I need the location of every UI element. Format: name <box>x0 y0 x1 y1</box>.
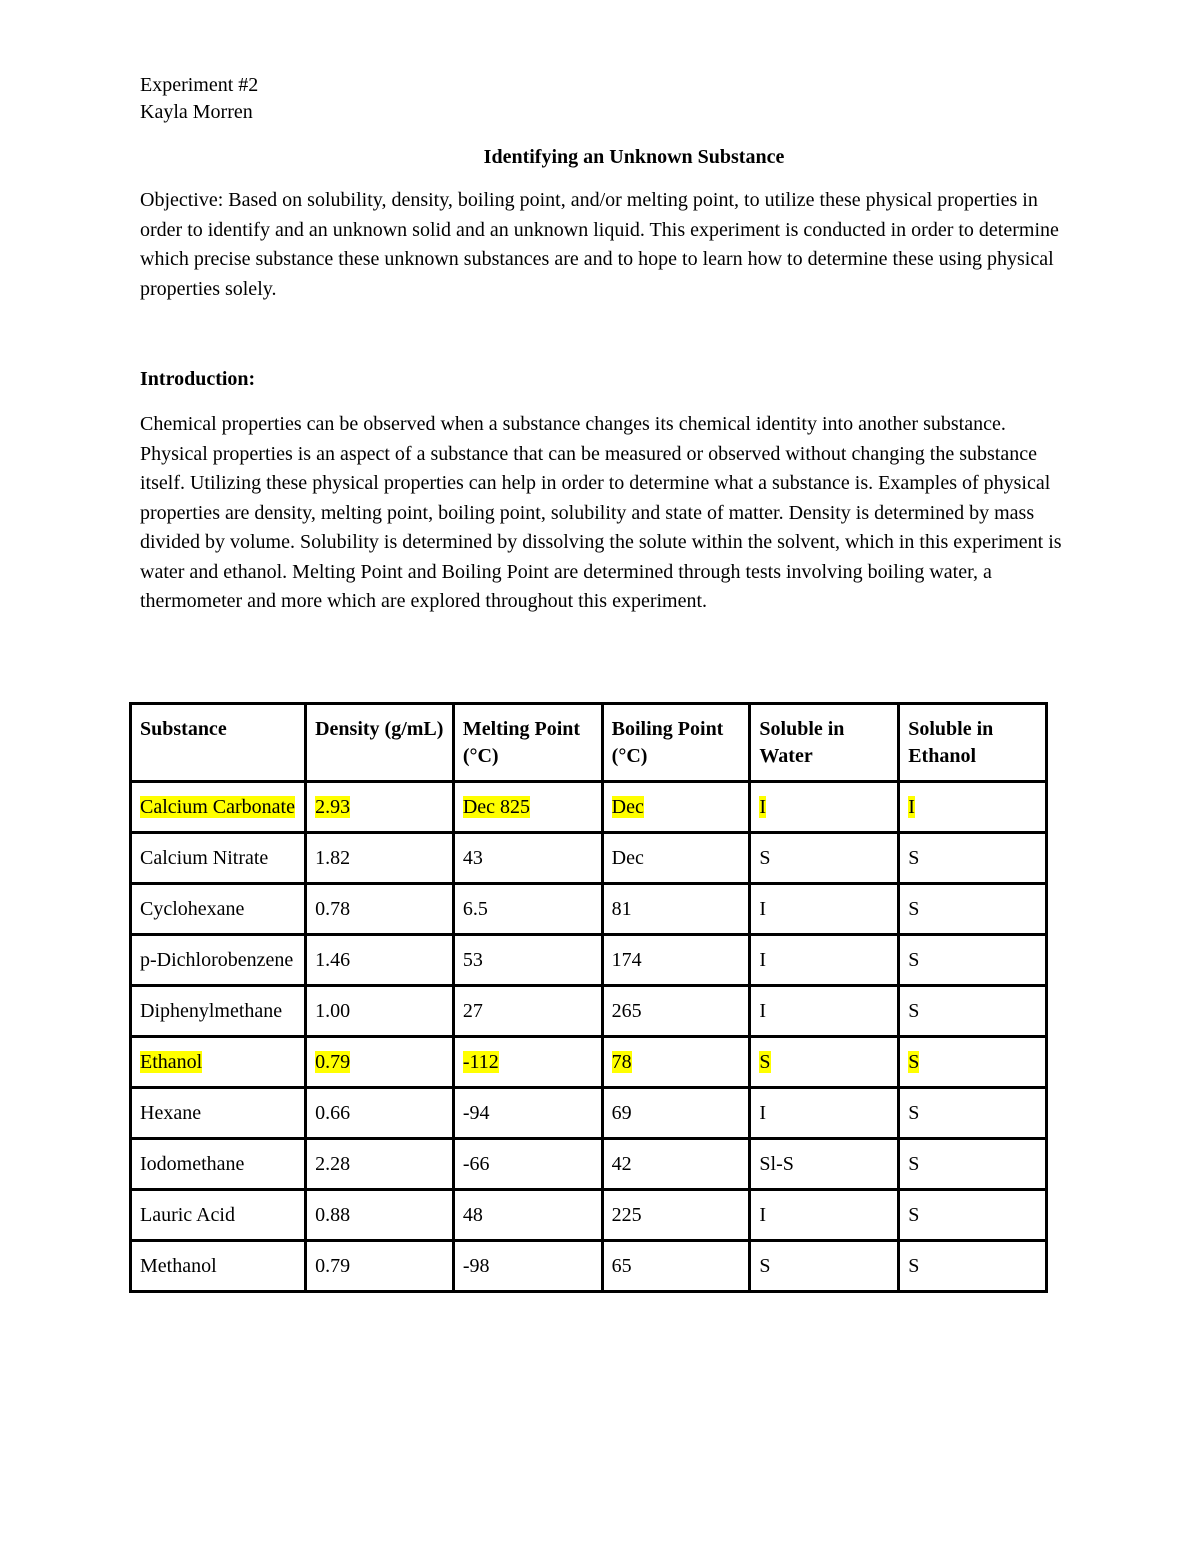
cell-density <box>306 884 454 935</box>
cell-text: Hexane <box>140 1102 202 1124</box>
cell-melting-point <box>453 1088 602 1139</box>
cell-text: 65 <box>611 1255 632 1277</box>
cell-text: I <box>759 1000 767 1022</box>
cell-substance <box>131 884 306 935</box>
cell-substance <box>131 1190 306 1241</box>
cell-boiling-point <box>602 1241 750 1292</box>
cell-melting-point <box>453 1139 602 1190</box>
cell-text: 0.66 <box>315 1102 351 1124</box>
cell-text: I <box>759 1102 767 1124</box>
substance-properties-table <box>129 702 1048 1293</box>
cell-melting-point <box>453 833 602 884</box>
cell-density <box>306 1190 454 1241</box>
header-boiling-point: Boiling Point (°C) <box>602 704 750 782</box>
cell-text: 1.00 <box>315 1000 351 1022</box>
cell-boiling-point <box>602 986 750 1037</box>
cell-soluble-ethanol <box>899 986 1047 1037</box>
cell-substance <box>131 935 306 986</box>
cell-text: -94 <box>462 1102 490 1124</box>
objective-paragraph: Objective: Based on solubility, density, boiling point, and/or melting point, to utilize these physical properties in order to identify and an unknown solid and an unknown liquid. This experiment is conducted in order to determine which precise substance these unknown substances are and to hope to learn how to determine these using physical properties solely. <box>140 189 1059 300</box>
cell-text: 0.88 <box>315 1204 351 1226</box>
table-row <box>131 1139 1047 1190</box>
table-row <box>131 1037 1047 1088</box>
cell-boiling-point <box>602 1088 750 1139</box>
cell-text: Iodomethane <box>140 1153 245 1175</box>
cell-soluble-ethanol <box>899 833 1047 884</box>
cell-text: S <box>908 847 920 869</box>
author-name: Kayla Morren <box>140 101 253 123</box>
cell-soluble-ethanol <box>899 935 1047 986</box>
cell-soluble-water <box>750 1037 899 1088</box>
cell-melting-point <box>453 1037 602 1088</box>
cell-boiling-point <box>602 1190 750 1241</box>
cell-text: S <box>759 847 771 869</box>
cell-boiling-point <box>602 884 750 935</box>
cell-soluble-ethanol <box>899 782 1047 833</box>
header-density: Density (g/mL) <box>306 704 454 782</box>
cell-boiling-point <box>602 782 750 833</box>
table-row <box>131 935 1047 986</box>
cell-text: 78 <box>611 1051 632 1073</box>
cell-text: S <box>908 1153 920 1175</box>
cell-text: 225 <box>611 1204 642 1226</box>
cell-soluble-ethanol <box>899 1037 1047 1088</box>
cell-text: 48 <box>462 1204 483 1226</box>
cell-text: S <box>908 1204 920 1226</box>
cell-substance <box>131 782 306 833</box>
cell-boiling-point <box>602 935 750 986</box>
cell-density <box>306 1139 454 1190</box>
cell-text: 27 <box>462 1000 483 1022</box>
cell-soluble-water <box>750 1139 899 1190</box>
cell-substance <box>131 1241 306 1292</box>
cell-text: 43 <box>462 847 483 869</box>
cell-melting-point <box>453 986 602 1037</box>
table-header-row <box>131 704 1047 782</box>
cell-text: Calcium Carbonate <box>140 796 295 818</box>
cell-melting-point <box>453 1241 602 1292</box>
cell-text: 0.79 <box>315 1255 351 1277</box>
cell-melting-point <box>453 1190 602 1241</box>
cell-text: 0.78 <box>315 898 351 920</box>
table-row <box>131 782 1047 833</box>
cell-text: I <box>759 796 767 818</box>
cell-text: 174 <box>611 949 642 971</box>
cell-text: 2.93 <box>315 796 351 818</box>
cell-text: S <box>908 949 920 971</box>
cell-melting-point <box>453 782 602 833</box>
cell-substance <box>131 833 306 884</box>
table-row <box>131 1088 1047 1139</box>
cell-text: Dec <box>611 796 644 818</box>
cell-text: Dec <box>611 847 644 869</box>
cell-text: I <box>908 796 915 818</box>
cell-soluble-water <box>750 782 899 833</box>
table-row <box>131 1241 1047 1292</box>
introduction-heading: Introduction: <box>140 368 256 390</box>
cell-text: Methanol <box>140 1255 217 1277</box>
cell-text: Calcium Nitrate <box>140 847 269 869</box>
cell-soluble-ethanol <box>899 1088 1047 1139</box>
header-substance: Substance <box>131 704 306 782</box>
table-row <box>131 833 1047 884</box>
cell-density <box>306 1037 454 1088</box>
table-body <box>131 782 1047 1292</box>
header-melting-point: Melting Point (°C) <box>453 704 602 782</box>
cell-density <box>306 833 454 884</box>
cell-text: S <box>908 1255 920 1277</box>
cell-text: 42 <box>611 1153 632 1175</box>
cell-melting-point <box>453 935 602 986</box>
cell-text: Lauric Acid <box>140 1204 235 1226</box>
cell-soluble-water <box>750 1088 899 1139</box>
cell-text: 2.28 <box>315 1153 351 1175</box>
cell-substance <box>131 1088 306 1139</box>
cell-density <box>306 986 454 1037</box>
cell-density <box>306 1241 454 1292</box>
cell-boiling-point <box>602 1139 750 1190</box>
header-soluble-ethanol: Soluble in Ethanol <box>899 704 1047 782</box>
table-row <box>131 1190 1047 1241</box>
cell-text: Dec 825 <box>462 796 531 818</box>
cell-text: -112 <box>462 1051 499 1073</box>
cell-text: 0.79 <box>315 1051 351 1073</box>
table-row <box>131 986 1047 1037</box>
cell-soluble-ethanol <box>899 884 1047 935</box>
cell-soluble-water <box>750 1241 899 1292</box>
cell-text: I <box>759 949 767 971</box>
cell-soluble-water <box>750 1190 899 1241</box>
introduction-paragraph: Chemical properties can be observed when a substance changes its chemical identity into another substance. Physical properties is an aspect of a substance that can be measured or observed without changing the substance itself. Utilizing these physical properties can help in order to determine what a substance is. Examples of physical properties are density, melting point, boiling point, solubility and state of matter. Density is determined by mass divided by volume. Solubility is determined by dissolving the solute within the solvent, which in this experiment is water and ethanol. Melting Point and Boiling Point are determined through tests involving boiling water, a thermometer and more which are explored throughout this experiment. <box>140 413 1062 612</box>
cell-boiling-point <box>602 833 750 884</box>
cell-text: S <box>759 1051 771 1073</box>
cell-boiling-point <box>602 1037 750 1088</box>
cell-density <box>306 782 454 833</box>
table-row <box>131 884 1047 935</box>
cell-text: Diphenylmethane <box>140 1000 283 1022</box>
cell-soluble-water <box>750 884 899 935</box>
cell-soluble-water <box>750 935 899 986</box>
cell-text: S <box>908 1051 920 1073</box>
experiment-number: Experiment #2 <box>140 74 259 96</box>
cell-text: S <box>908 1000 920 1022</box>
cell-text: 69 <box>611 1102 632 1124</box>
cell-density <box>306 1088 454 1139</box>
cell-text: S <box>908 898 920 920</box>
cell-soluble-ethanol <box>899 1190 1047 1241</box>
cell-substance <box>131 1139 306 1190</box>
cell-text: I <box>759 898 767 920</box>
cell-text: Sl-S <box>759 1153 794 1175</box>
cell-text: 53 <box>462 949 483 971</box>
header-soluble-water: Soluble in Water <box>750 704 899 782</box>
cell-melting-point <box>453 884 602 935</box>
cell-text: S <box>908 1102 920 1124</box>
cell-text: I <box>759 1204 767 1226</box>
cell-text: -98 <box>462 1255 490 1277</box>
cell-soluble-water <box>750 986 899 1037</box>
cell-text: Ethanol <box>140 1051 203 1073</box>
document-title: Identifying an Unknown Substance <box>483 146 785 168</box>
cell-text: 1.82 <box>315 847 351 869</box>
cell-text: 1.46 <box>315 949 351 971</box>
cell-substance <box>131 986 306 1037</box>
cell-soluble-water <box>750 833 899 884</box>
cell-soluble-ethanol <box>899 1241 1047 1292</box>
cell-soluble-ethanol <box>899 1139 1047 1190</box>
cell-substance <box>131 1037 306 1088</box>
cell-text: S <box>759 1255 771 1277</box>
cell-text: 6.5 <box>462 898 488 920</box>
cell-text: -66 <box>462 1153 490 1175</box>
cell-text: Cyclohexane <box>140 898 245 920</box>
cell-text: 265 <box>611 1000 642 1022</box>
cell-density <box>306 935 454 986</box>
cell-text: p-Dichlorobenzene <box>140 949 294 971</box>
cell-text: 81 <box>611 898 632 920</box>
